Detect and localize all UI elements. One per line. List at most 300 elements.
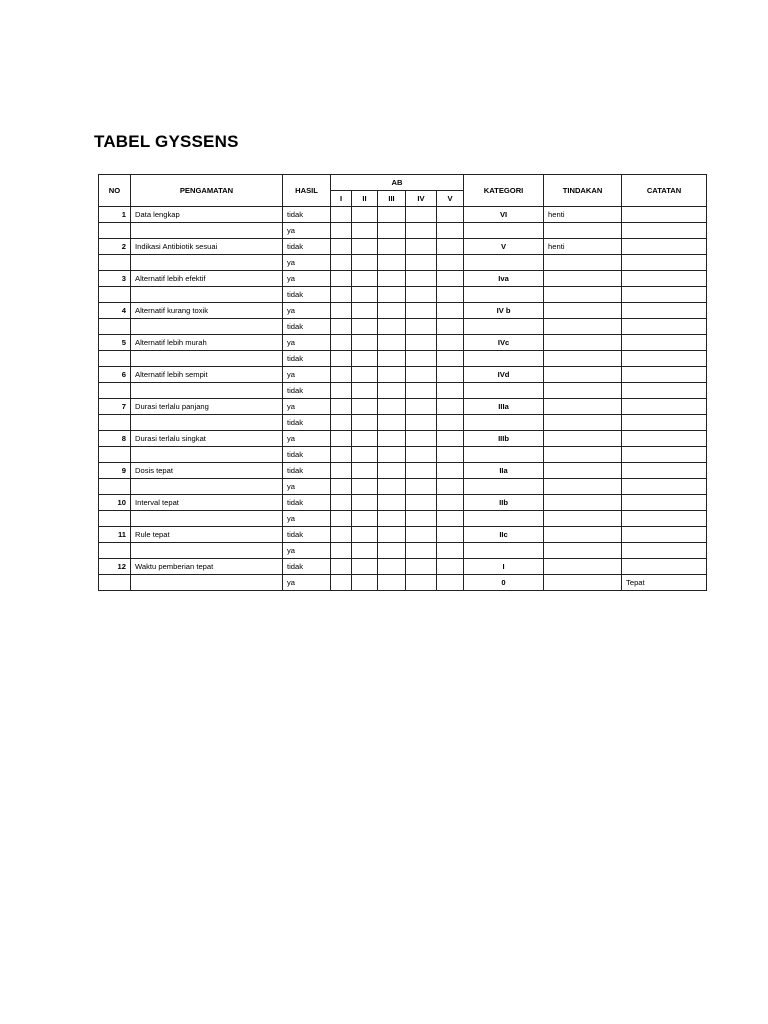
row-tindakan — [544, 383, 622, 399]
row-catatan — [622, 271, 707, 287]
row-no: 8 — [99, 431, 131, 447]
row-pengamatan: Interval tepat — [131, 495, 283, 511]
row-ab-iii — [378, 255, 406, 271]
table-row — [99, 319, 707, 335]
row-ab-v — [437, 479, 464, 495]
row-ab-v — [437, 447, 464, 463]
table-row — [99, 303, 707, 319]
row-ab-i — [331, 495, 352, 511]
row-ab-iv — [406, 319, 437, 335]
row-ab-v — [437, 495, 464, 511]
header-no: NO — [99, 175, 131, 207]
row-ab-iv — [406, 207, 437, 223]
row-ab-v — [437, 367, 464, 383]
row-no — [99, 575, 131, 591]
header-ab-iv: IV — [406, 191, 437, 207]
row-no: 1 — [99, 207, 131, 223]
row-kategori — [464, 255, 544, 271]
row-kategori: Iva — [464, 271, 544, 287]
header-row-1 — [99, 175, 707, 191]
row-ab-iv — [406, 239, 437, 255]
row-pengamatan — [131, 511, 283, 527]
row-ab-i — [331, 415, 352, 431]
row-pengamatan — [131, 543, 283, 559]
table-row — [99, 463, 707, 479]
row-hasil: ya — [283, 367, 331, 383]
row-tindakan: henti — [544, 207, 622, 223]
table-row — [99, 207, 707, 223]
row-no — [99, 479, 131, 495]
row-ab-v — [437, 431, 464, 447]
row-hasil: ya — [283, 479, 331, 495]
row-ab-ii — [352, 207, 378, 223]
row-tindakan — [544, 559, 622, 575]
row-ab-iv — [406, 479, 437, 495]
row-no — [99, 319, 131, 335]
row-ab-ii — [352, 431, 378, 447]
table-row — [99, 511, 707, 527]
row-pengamatan — [131, 223, 283, 239]
row-ab-i — [331, 223, 352, 239]
row-hasil: ya — [283, 271, 331, 287]
row-pengamatan: Durasi terlalu panjang — [131, 399, 283, 415]
row-tindakan: henti — [544, 239, 622, 255]
row-pengamatan: Rule tepat — [131, 527, 283, 543]
row-tindakan — [544, 303, 622, 319]
row-tindakan — [544, 447, 622, 463]
gyssens-table — [98, 174, 707, 591]
row-tindakan — [544, 527, 622, 543]
row-catatan — [622, 543, 707, 559]
table-body — [99, 207, 707, 591]
row-ab-iv — [406, 287, 437, 303]
table-row — [99, 335, 707, 351]
row-kategori: IIIb — [464, 431, 544, 447]
row-hasil: tidak — [283, 415, 331, 431]
row-kategori: IVd — [464, 367, 544, 383]
table-row — [99, 527, 707, 543]
row-kategori: IV b — [464, 303, 544, 319]
row-pengamatan — [131, 479, 283, 495]
row-no: 2 — [99, 239, 131, 255]
row-ab-ii — [352, 415, 378, 431]
row-ab-iii — [378, 511, 406, 527]
row-ab-ii — [352, 527, 378, 543]
row-ab-iv — [406, 527, 437, 543]
row-ab-iii — [378, 287, 406, 303]
row-catatan — [622, 527, 707, 543]
row-tindakan — [544, 335, 622, 351]
row-ab-v — [437, 287, 464, 303]
row-ab-iv — [406, 223, 437, 239]
row-hasil: ya — [283, 543, 331, 559]
row-ab-i — [331, 319, 352, 335]
row-no: 7 — [99, 399, 131, 415]
row-kategori — [464, 543, 544, 559]
row-tindakan — [544, 543, 622, 559]
row-ab-iii — [378, 543, 406, 559]
row-ab-iv — [406, 575, 437, 591]
row-ab-iii — [378, 447, 406, 463]
row-catatan — [622, 559, 707, 575]
row-ab-iv — [406, 463, 437, 479]
row-ab-iii — [378, 271, 406, 287]
row-no — [99, 447, 131, 463]
row-ab-i — [331, 255, 352, 271]
table-row — [99, 271, 707, 287]
row-ab-iv — [406, 335, 437, 351]
row-ab-iv — [406, 255, 437, 271]
row-pengamatan — [131, 287, 283, 303]
row-no — [99, 255, 131, 271]
row-pengamatan: Alternatif lebih sempit — [131, 367, 283, 383]
row-no: 10 — [99, 495, 131, 511]
row-pengamatan — [131, 351, 283, 367]
row-catatan — [622, 479, 707, 495]
row-ab-i — [331, 207, 352, 223]
table-row — [99, 223, 707, 239]
row-ab-i — [331, 559, 352, 575]
header-kategori: KATEGORI — [464, 175, 544, 207]
row-pengamatan: Waktu pemberian tepat — [131, 559, 283, 575]
row-pengamatan: Indikasi Antibiotik sesuai — [131, 239, 283, 255]
row-ab-v — [437, 207, 464, 223]
row-pengamatan: Durasi terlalu singkat — [131, 431, 283, 447]
table-row — [99, 431, 707, 447]
row-ab-ii — [352, 239, 378, 255]
row-ab-v — [437, 415, 464, 431]
row-catatan — [622, 383, 707, 399]
header-pengamatan: PENGAMATAN — [131, 175, 283, 207]
table-row — [99, 479, 707, 495]
row-hasil: tidak — [283, 527, 331, 543]
row-kategori — [464, 319, 544, 335]
row-ab-i — [331, 271, 352, 287]
header-ab-v: V — [437, 191, 464, 207]
header-ab: AB — [331, 175, 464, 191]
row-kategori: IIIa — [464, 399, 544, 415]
row-ab-iv — [406, 383, 437, 399]
header-ab-ii: II — [352, 191, 378, 207]
row-ab-i — [331, 575, 352, 591]
row-no — [99, 351, 131, 367]
row-ab-v — [437, 511, 464, 527]
row-no — [99, 543, 131, 559]
row-ab-iii — [378, 399, 406, 415]
row-ab-v — [437, 463, 464, 479]
row-ab-iv — [406, 511, 437, 527]
page-title: TABEL GYSSENS — [94, 132, 239, 151]
row-ab-v — [437, 575, 464, 591]
row-no — [99, 415, 131, 431]
row-kategori: 0 — [464, 575, 544, 591]
row-pengamatan — [131, 415, 283, 431]
row-ab-i — [331, 543, 352, 559]
row-ab-ii — [352, 543, 378, 559]
row-kategori — [464, 383, 544, 399]
header-hasil: HASIL — [283, 175, 331, 207]
row-catatan — [622, 239, 707, 255]
row-ab-iii — [378, 207, 406, 223]
row-hasil: tidak — [283, 495, 331, 511]
row-ab-i — [331, 431, 352, 447]
row-tindakan — [544, 223, 622, 239]
row-pengamatan — [131, 383, 283, 399]
row-kategori: VI — [464, 207, 544, 223]
row-hasil: ya — [283, 223, 331, 239]
table-row — [99, 383, 707, 399]
header-catatan: CATATAN — [622, 175, 707, 207]
row-tindakan — [544, 495, 622, 511]
row-ab-i — [331, 335, 352, 351]
row-ab-v — [437, 527, 464, 543]
row-ab-iii — [378, 383, 406, 399]
row-hasil: tidak — [283, 239, 331, 255]
row-tindakan — [544, 351, 622, 367]
row-ab-iv — [406, 495, 437, 511]
row-ab-iii — [378, 495, 406, 511]
row-kategori: IVc — [464, 335, 544, 351]
row-catatan — [622, 335, 707, 351]
row-ab-iii — [378, 335, 406, 351]
row-no: 12 — [99, 559, 131, 575]
row-ab-v — [437, 319, 464, 335]
row-ab-ii — [352, 559, 378, 575]
row-ab-v — [437, 239, 464, 255]
row-ab-iii — [378, 319, 406, 335]
row-ab-ii — [352, 287, 378, 303]
row-catatan: Tepat — [622, 575, 707, 591]
row-ab-i — [331, 463, 352, 479]
row-catatan — [622, 287, 707, 303]
row-ab-i — [331, 527, 352, 543]
row-ab-iii — [378, 431, 406, 447]
row-kategori: V — [464, 239, 544, 255]
row-tindakan — [544, 511, 622, 527]
header-ab-i: I — [331, 191, 352, 207]
row-no — [99, 287, 131, 303]
row-hasil: ya — [283, 431, 331, 447]
row-catatan — [622, 399, 707, 415]
row-ab-ii — [352, 511, 378, 527]
row-ab-iv — [406, 543, 437, 559]
row-ab-i — [331, 447, 352, 463]
row-ab-ii — [352, 351, 378, 367]
row-kategori: IIb — [464, 495, 544, 511]
row-ab-ii — [352, 447, 378, 463]
row-ab-v — [437, 351, 464, 367]
row-ab-v — [437, 303, 464, 319]
row-kategori — [464, 223, 544, 239]
row-no: 5 — [99, 335, 131, 351]
row-ab-iv — [406, 431, 437, 447]
row-ab-iii — [378, 223, 406, 239]
row-hasil: ya — [283, 335, 331, 351]
row-catatan — [622, 431, 707, 447]
row-tindakan — [544, 399, 622, 415]
row-ab-iii — [378, 367, 406, 383]
row-catatan — [622, 303, 707, 319]
row-hasil: ya — [283, 255, 331, 271]
row-ab-v — [437, 335, 464, 351]
row-no — [99, 223, 131, 239]
row-ab-iii — [378, 479, 406, 495]
row-catatan — [622, 511, 707, 527]
row-ab-iii — [378, 239, 406, 255]
row-catatan — [622, 415, 707, 431]
row-ab-iv — [406, 271, 437, 287]
row-kategori — [464, 287, 544, 303]
table-row — [99, 559, 707, 575]
row-ab-iii — [378, 575, 406, 591]
row-pengamatan — [131, 447, 283, 463]
row-ab-i — [331, 367, 352, 383]
row-no: 9 — [99, 463, 131, 479]
row-pengamatan — [131, 319, 283, 335]
row-catatan — [622, 367, 707, 383]
row-ab-ii — [352, 399, 378, 415]
row-ab-i — [331, 511, 352, 527]
row-hasil: tidak — [283, 383, 331, 399]
row-hasil: tidak — [283, 559, 331, 575]
table-row — [99, 351, 707, 367]
row-hasil: tidak — [283, 447, 331, 463]
row-ab-ii — [352, 463, 378, 479]
row-hasil: tidak — [283, 287, 331, 303]
row-hasil: ya — [283, 399, 331, 415]
row-ab-ii — [352, 303, 378, 319]
row-ab-ii — [352, 255, 378, 271]
row-kategori: I — [464, 559, 544, 575]
row-ab-ii — [352, 495, 378, 511]
row-hasil: tidak — [283, 351, 331, 367]
row-ab-ii — [352, 383, 378, 399]
row-pengamatan: Alternatif lebih murah — [131, 335, 283, 351]
row-ab-ii — [352, 575, 378, 591]
row-no: 4 — [99, 303, 131, 319]
row-ab-i — [331, 383, 352, 399]
row-ab-i — [331, 399, 352, 415]
row-catatan — [622, 223, 707, 239]
row-catatan — [622, 319, 707, 335]
row-ab-ii — [352, 335, 378, 351]
row-kategori — [464, 415, 544, 431]
row-kategori — [464, 447, 544, 463]
row-catatan — [622, 351, 707, 367]
row-ab-iii — [378, 559, 406, 575]
row-tindakan — [544, 319, 622, 335]
table-row — [99, 543, 707, 559]
row-ab-i — [331, 351, 352, 367]
row-ab-iv — [406, 399, 437, 415]
row-hasil: tidak — [283, 463, 331, 479]
row-ab-v — [437, 271, 464, 287]
row-hasil: ya — [283, 511, 331, 527]
row-tindakan — [544, 431, 622, 447]
row-no: 11 — [99, 527, 131, 543]
row-tindakan — [544, 271, 622, 287]
row-pengamatan: Alternatif lebih efektif — [131, 271, 283, 287]
row-tindakan — [544, 463, 622, 479]
table-row — [99, 287, 707, 303]
row-hasil: tidak — [283, 207, 331, 223]
row-hasil: ya — [283, 303, 331, 319]
row-no — [99, 383, 131, 399]
row-kategori: IIc — [464, 527, 544, 543]
row-pengamatan: Alternatif kurang toxik — [131, 303, 283, 319]
table-row — [99, 447, 707, 463]
row-ab-iv — [406, 559, 437, 575]
row-ab-iii — [378, 351, 406, 367]
header-tindakan: TINDAKAN — [544, 175, 622, 207]
row-ab-ii — [352, 271, 378, 287]
row-ab-ii — [352, 367, 378, 383]
row-tindakan — [544, 479, 622, 495]
row-no — [99, 511, 131, 527]
row-no: 3 — [99, 271, 131, 287]
row-ab-iii — [378, 415, 406, 431]
row-ab-iv — [406, 415, 437, 431]
row-ab-i — [331, 239, 352, 255]
row-ab-ii — [352, 319, 378, 335]
row-tindakan — [544, 255, 622, 271]
row-ab-v — [437, 383, 464, 399]
row-ab-iii — [378, 527, 406, 543]
row-ab-i — [331, 479, 352, 495]
row-ab-ii — [352, 479, 378, 495]
row-pengamatan — [131, 575, 283, 591]
row-tindakan — [544, 575, 622, 591]
row-ab-v — [437, 223, 464, 239]
row-hasil: ya — [283, 575, 331, 591]
row-catatan — [622, 463, 707, 479]
row-ab-i — [331, 287, 352, 303]
row-ab-iv — [406, 367, 437, 383]
row-ab-v — [437, 559, 464, 575]
table-row — [99, 575, 707, 591]
table-row — [99, 415, 707, 431]
row-pengamatan: Dosis tepat — [131, 463, 283, 479]
table-row — [99, 495, 707, 511]
row-ab-v — [437, 543, 464, 559]
row-catatan — [622, 447, 707, 463]
row-ab-v — [437, 255, 464, 271]
row-pengamatan — [131, 255, 283, 271]
row-catatan — [622, 255, 707, 271]
row-kategori — [464, 511, 544, 527]
row-ab-i — [331, 303, 352, 319]
row-hasil: tidak — [283, 319, 331, 335]
table-row — [99, 255, 707, 271]
row-catatan — [622, 207, 707, 223]
row-ab-ii — [352, 223, 378, 239]
row-tindakan — [544, 367, 622, 383]
row-tindakan — [544, 415, 622, 431]
header-ab-iii: III — [378, 191, 406, 207]
row-kategori — [464, 351, 544, 367]
row-ab-iii — [378, 463, 406, 479]
row-ab-iv — [406, 351, 437, 367]
table-row — [99, 367, 707, 383]
row-no: 6 — [99, 367, 131, 383]
row-ab-v — [437, 399, 464, 415]
row-catatan — [622, 495, 707, 511]
row-kategori: IIa — [464, 463, 544, 479]
table-row — [99, 239, 707, 255]
row-ab-iv — [406, 303, 437, 319]
row-kategori — [464, 479, 544, 495]
row-tindakan — [544, 287, 622, 303]
